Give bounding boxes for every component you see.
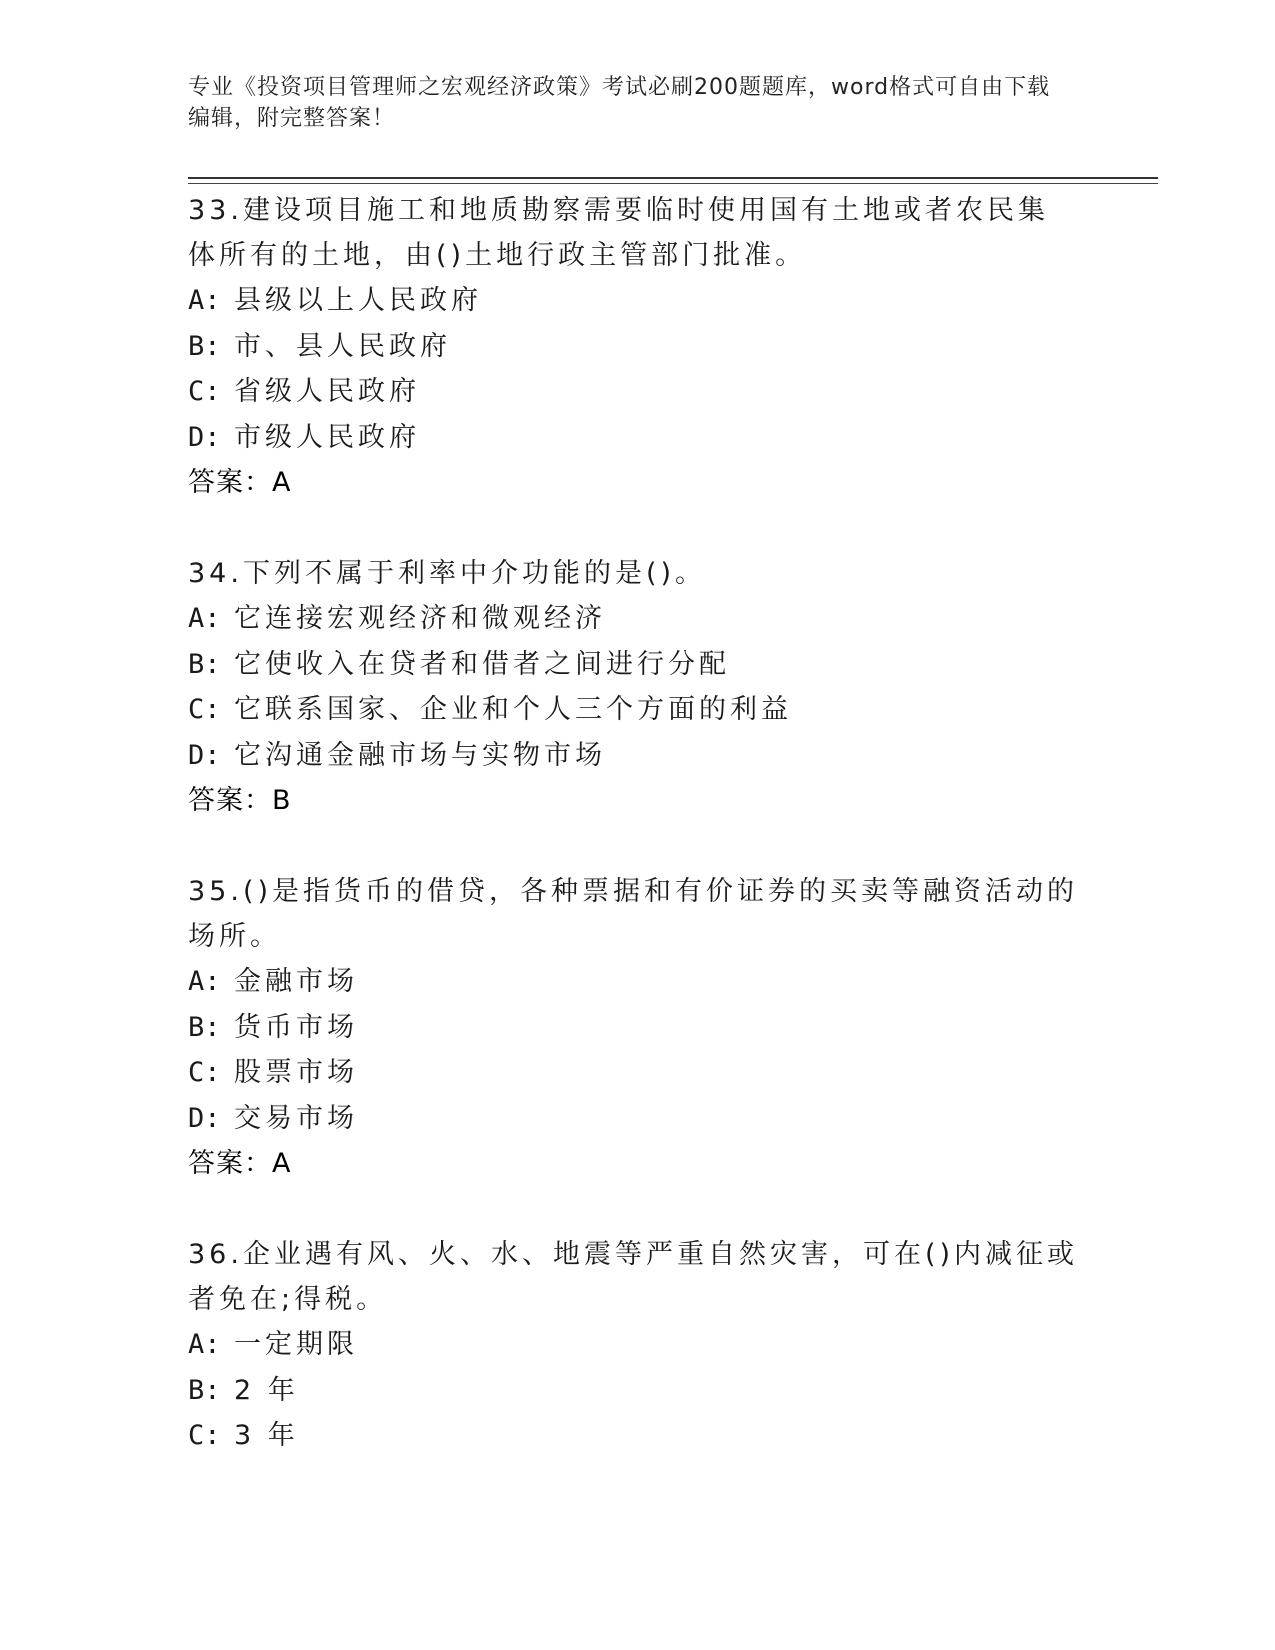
option-label: C: [188, 1420, 221, 1451]
option-text: 市级人民政府 [234, 421, 420, 453]
option-text: 一定期限 [234, 1329, 358, 1360]
question-35 [188, 869, 1078, 1186]
option-c [188, 369, 1078, 415]
option-text: 它联系国家、企业和个人三个方面的利益 [234, 694, 792, 725]
option-text: 货币市场 [234, 1011, 358, 1043]
option-label: C: [188, 694, 221, 725]
option-a [188, 959, 1078, 1005]
option-text: 它沟通金融市场与实物市场 [234, 739, 606, 771]
question-34 [188, 551, 1078, 823]
document-header: 专业《投资项目管理师之宏观经济政策》考试必刷200题题库，word格式可自由下载编辑，附完整答案！ [188, 75, 1051, 131]
option-label: A: [188, 966, 221, 997]
option-label: C: [188, 1057, 221, 1088]
question-stem: 33.建设项目施工和地质勘察需要临时使用国有土地或者农民集体所有的土地，由()土地行政主管部门批准。 [188, 195, 1049, 271]
option-c [188, 1413, 1078, 1459]
option-text: 它连接宏观经济和微观经济 [234, 603, 606, 634]
option-b [188, 1368, 1078, 1414]
option-text: 金融市场 [234, 966, 358, 997]
question-stem: 34.下列不属于利率中介功能的是()。 [188, 558, 707, 589]
option-label: B: [188, 648, 221, 680]
option-label: D: [188, 739, 221, 771]
answer-line: 答案：A [188, 1148, 292, 1179]
option-b [188, 324, 1078, 370]
option-d [188, 415, 1078, 461]
question-36 [188, 1232, 1078, 1459]
option-text: 3 年 [234, 1420, 299, 1451]
option-b [188, 642, 1078, 688]
option-label: C: [188, 376, 221, 407]
question-stem: 35.()是指货币的借贷，各种票据和有价证券的买卖等融资活动的场所。 [188, 876, 1079, 952]
option-label: D: [188, 421, 221, 453]
option-label: D: [188, 1102, 221, 1134]
option-text: 2 年 [234, 1374, 299, 1406]
header-divider-thick [188, 177, 1158, 179]
option-a [188, 278, 1078, 324]
option-text: 它使收入在贷者和借者之间进行分配 [234, 648, 730, 680]
option-label: A: [188, 603, 221, 634]
option-d [188, 1096, 1078, 1142]
option-c [188, 687, 1078, 733]
answer-line: 答案：A [188, 467, 292, 498]
option-c [188, 1050, 1078, 1096]
option-d [188, 733, 1078, 779]
option-text: 股票市场 [234, 1057, 358, 1088]
option-a [188, 1322, 1078, 1368]
option-label: B: [188, 1374, 221, 1406]
option-text: 交易市场 [234, 1102, 358, 1134]
option-label: A: [188, 1329, 221, 1360]
option-a [188, 596, 1078, 642]
question-33 [188, 188, 1078, 505]
answer-line: 答案：B [188, 785, 292, 816]
option-text: 省级人民政府 [234, 376, 420, 407]
question-stem: 36.企业遇有风、火、水、地震等严重自然灾害，可在()内减征或者免在;得税。 [188, 1239, 1079, 1315]
option-text: 市、县人民政府 [234, 330, 451, 362]
option-b [188, 1005, 1078, 1051]
header-divider-thin [188, 183, 1158, 184]
question-list [188, 188, 1078, 1505]
option-text: 县级以上人民政府 [234, 285, 482, 316]
option-label: B: [188, 1011, 221, 1043]
option-label: B: [188, 330, 221, 362]
option-label: A: [188, 285, 221, 316]
